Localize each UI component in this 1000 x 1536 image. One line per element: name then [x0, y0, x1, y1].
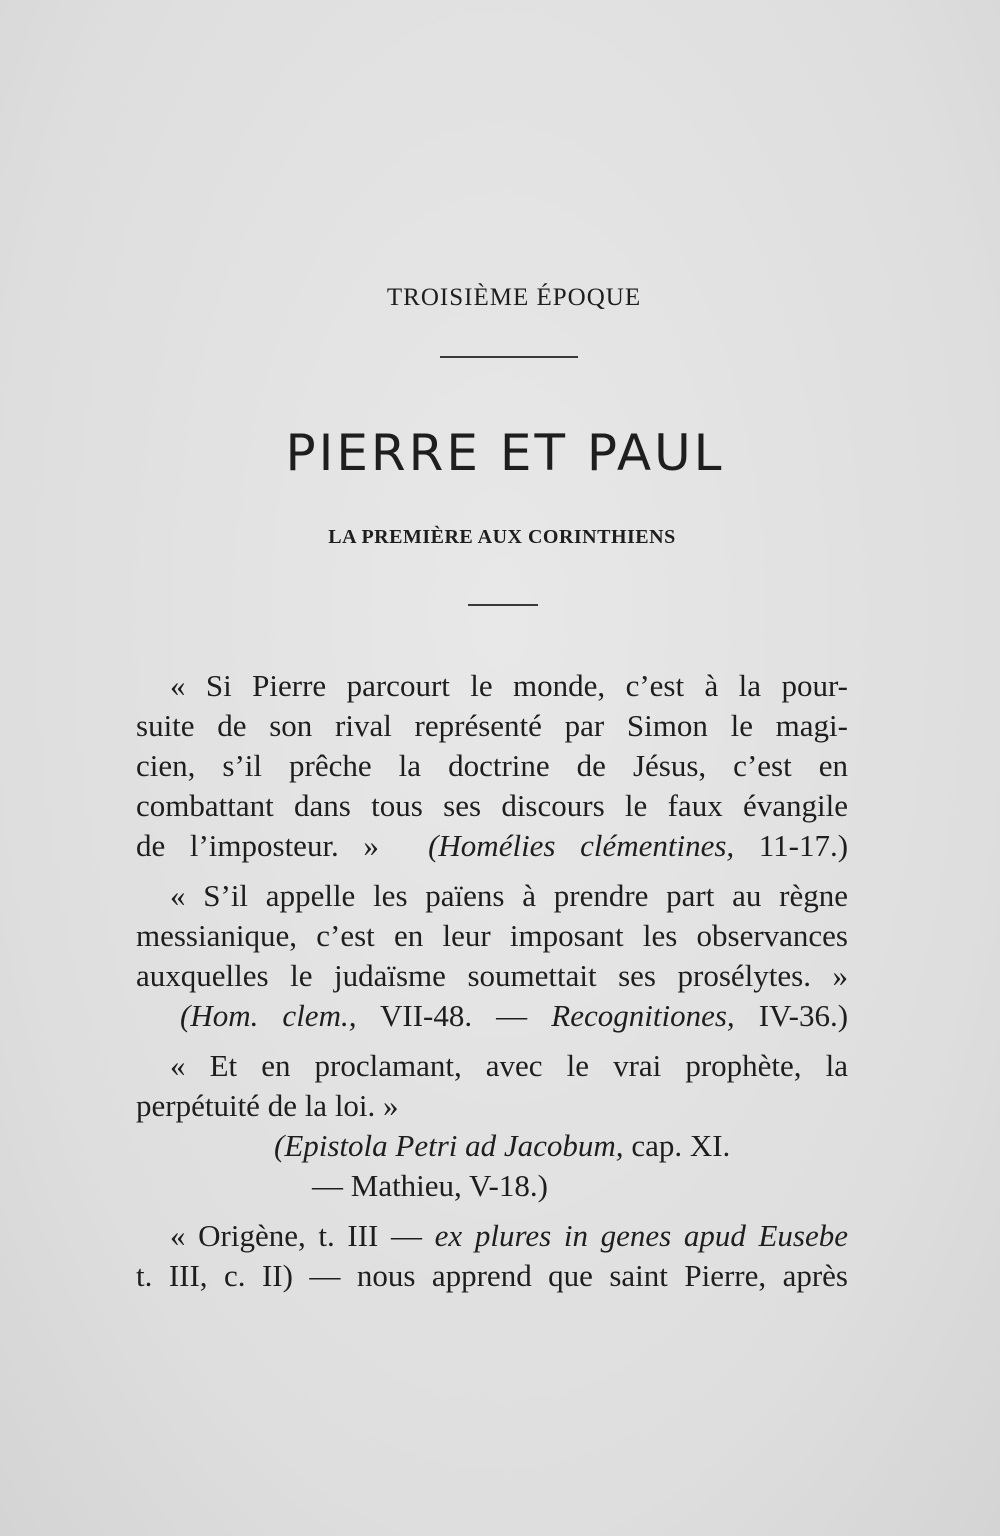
text-line: cien, s’il prêche la doctrine de Jésus, c’est en	[136, 748, 848, 783]
text-line	[136, 1216, 848, 1256]
paragraph-4	[136, 1216, 848, 1296]
text-line: combattant dans tous ses discours le faux évangile	[136, 788, 848, 823]
chapter-title: PIERRE ET PAUL	[285, 424, 725, 482]
text-line: « Si Pierre parcourt le monde, c’est à la pour-	[170, 668, 848, 703]
chapter-subtitle: LA PREMIÈRE AUX CORINTHIENS	[328, 526, 676, 548]
text-italic: ex plures in genes apud Eusebe	[434, 1218, 848, 1253]
text-segment: « Origène, t. III —	[170, 1218, 423, 1253]
paragraph-3	[136, 1046, 848, 1206]
heading-divider	[440, 356, 578, 358]
text-segment: de l’imposteur. »	[136, 828, 379, 863]
text-line	[136, 826, 848, 866]
text-line: perpétuité de la loi. »	[136, 1088, 399, 1123]
paragraph-2	[136, 876, 848, 1036]
text-line: « Et en proclamant, avec le vrai prophète, la	[170, 1048, 848, 1083]
text-line: auxquelles le judaïsme soumettait ses prosélytes. »	[136, 958, 848, 993]
citation-italic: Recognitiones,	[551, 998, 735, 1033]
paragraph-1	[136, 666, 848, 866]
text-line: « S’il appelle les païens à prendre part au règne	[170, 878, 848, 913]
citation-italic: (Epistola Petri ad Jacobum,	[274, 1128, 624, 1163]
subtitle-divider	[468, 604, 538, 606]
text-line: messianique, c’est en leur imposant les observances	[136, 918, 848, 953]
citation-line: — Mathieu, V-18.)	[312, 1168, 548, 1203]
citation-italic: (Hom. clem.,	[180, 998, 357, 1033]
citation-number: cap. XI.	[631, 1128, 731, 1163]
citation-line	[136, 1126, 848, 1166]
text-line: suite de son rival représenté par Simon le magi-	[136, 708, 848, 743]
body-text	[136, 666, 848, 1296]
citation-line	[136, 996, 848, 1036]
citation-italic: (Homélies clémentines,	[428, 828, 735, 863]
epoch-heading: TROISIÈME ÉPOQUE	[386, 284, 642, 311]
citation-number: IV-36.)	[758, 998, 849, 1033]
citation-number: VII-48. —	[379, 998, 528, 1033]
citation-number: 11-17.)	[758, 828, 849, 863]
text-line: t. III, c. II) — nous apprend que saint Pierre, après	[136, 1258, 848, 1293]
